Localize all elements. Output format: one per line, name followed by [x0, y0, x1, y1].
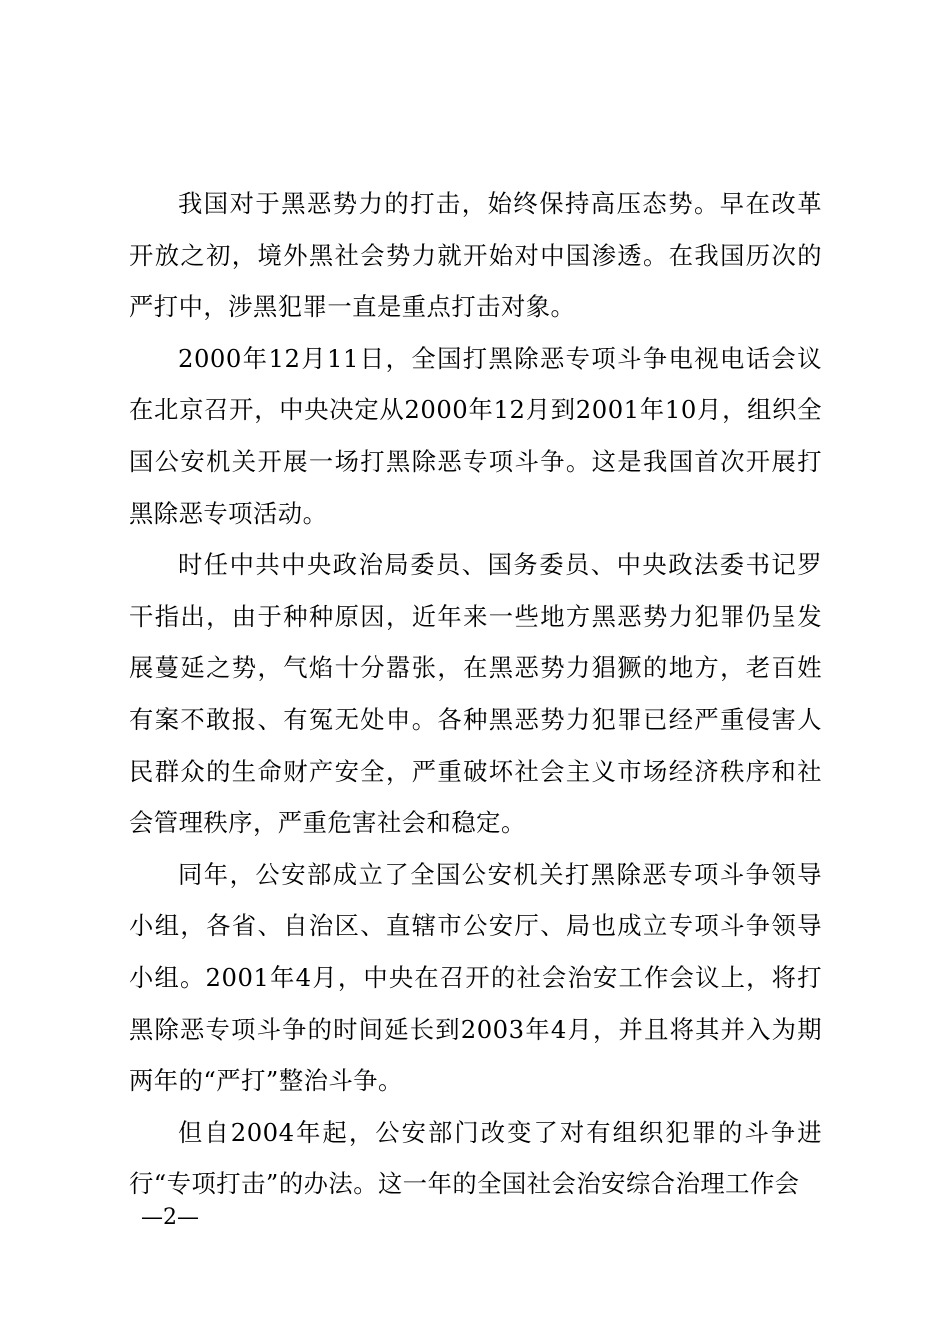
- paragraph-4: 同年，公安部成立了全国公安机关打黑除恶专项斗争领导小组，各省、自治区、直辖市公安厅、局也成立专项斗争领导小组。2001年4月，中央在召开的社会治安工作会议上，将打黑除恶专项斗争的时间延长到2003年4月，并且将其并入为期两年的“严打”整治斗争。: [129, 859, 822, 1096]
- paragraph-3: 时任中共中央政治局委员、国务委员、中央政法委书记罗干指出，由于种种原因，近年来一些地方黑恶势力犯罪仍呈发展蔓延之势，气焰十分嚣张，在黑恶势力猖獗的地方，老百姓有案不敢报、有冤无处申。各种黑恶势力犯罪已经严重侵害人民群众的生命财产安全，严重破坏社会主义市场经济秩序和社会管理秩序，严重危害社会和稳定。: [129, 550, 822, 838]
- paragraph-2: 2000年12月11日，全国打黑除恶专项斗争电视电话会议在北京召开，中央决定从2000年12月到2001年10月，组织全国公安机关开展一场打黑除恶专项斗争。这是我国首次开展打黑除恶专项活动。: [129, 343, 822, 528]
- body-text: [129, 178, 822, 1210]
- page-number: —2—: [141, 1205, 199, 1230]
- paragraph-1: 我国对于黑恶势力的打击，始终保持高压态势。早在改革开放之初，境外黑社会势力就开始对中国渗透。在我国历次的严打中，涉黑犯罪一直是重点打击对象。: [129, 189, 822, 322]
- paragraph-5: 但自2004年起，公安部门改变了对有组织犯罪的斗争进行“专项打击”的办法。这一年的全国社会治安综合治理工作会: [129, 1117, 822, 1199]
